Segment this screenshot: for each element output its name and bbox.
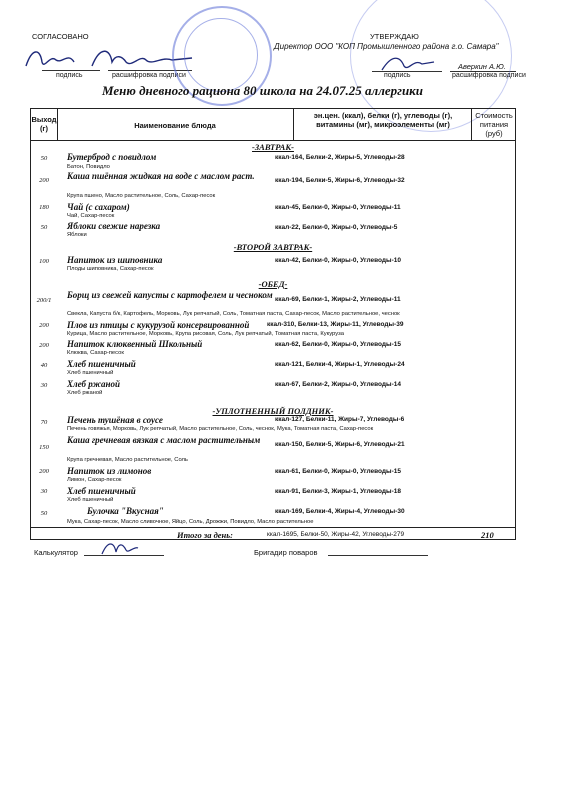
item-weight: 180 (39, 204, 49, 211)
calculator-label: Калькулятор (34, 548, 78, 557)
item-ingredients: Лимон, Сахар-песок (67, 477, 122, 483)
item-ingredients: Хлеб пшеничный (67, 497, 114, 503)
item-nutrition: ккал-169, Белки-4, Жиры-4, Углеводы-30 (275, 508, 405, 515)
item-ingredients: Хлеб ржаной (67, 390, 103, 396)
item-name: Чай (с сахаром) (67, 202, 130, 212)
signature-calculator (100, 538, 140, 558)
item-ingredients: Чай, Сахар-песок (67, 213, 115, 219)
item-ingredients: Плоды шиповника, Сахар-песок (67, 266, 154, 272)
item-ingredients: Печень говяжья, Морковь, Лук репчатый, Масло растительное, Соль, чеснок, Мука, Томатная паста, Сахар-песок (67, 426, 374, 432)
item-weight: 40 (40, 362, 48, 369)
item-weight: 200 (39, 322, 49, 329)
item-name: Напиток клюквенный Школьный (67, 339, 203, 349)
total-nutrition: ккал-1695, Белки-50, Жиры-42, Углеводы-279 (267, 531, 405, 538)
section-lunch: -ОБЕД- (258, 279, 288, 289)
col-weight-header: Выход (г) (31, 115, 57, 133)
approved-label: СОГЛАСОВАНО (32, 32, 89, 41)
item-weight: 50 (40, 155, 48, 162)
item-weight: 100 (39, 258, 49, 265)
item-nutrition: ккал-42, Белки-0, Жиры-0, Углеводы-10 (275, 257, 401, 264)
item-name: Напиток из шиповника (67, 255, 163, 265)
item-ingredients: Мука, Сахар-песок, Масло сливочное, Яйцо, Соль, Дрожжи, Повидло, Масло растительное (67, 519, 314, 525)
item-name: Хлеб ржаной (67, 379, 120, 389)
item-name: Хлеб пшеничный (67, 486, 136, 496)
item-weight: 200 (39, 342, 49, 349)
item-weight: 30 (40, 382, 48, 389)
item-name: Напиток из лимонов (67, 466, 152, 476)
item-ingredients: Крупа пшено, Масло растительное, Соль, Сахар-песок (67, 193, 216, 199)
item-weight: 50 (40, 510, 48, 517)
round-stamp-left-inner (184, 18, 258, 92)
item-ingredients: Курица, Масло растительное, Морковь, Крупа рисовая, Соль, Лук репчатый, Томатная паста, Кукуруза (67, 331, 344, 337)
item-nutrition: ккал-194, Белки-5, Жиры-6, Углеводы-32 (275, 177, 405, 184)
section-breakfast: -ЗАВТРАК- (252, 142, 294, 152)
col-name-header: Наименование блюда (134, 121, 216, 130)
item-weight: 200/1 (36, 297, 52, 304)
item-name: Каша пшённая жидкая на воде с маслом раст. (67, 171, 255, 181)
item-name: Яблоки свежие нарезка (67, 221, 161, 231)
item-name: Бутерброд с повидлом (67, 152, 157, 162)
item-ingredients: Батон, Повидло (67, 164, 110, 170)
item-weight: 50 (40, 224, 48, 231)
director-title: Директор ООО "КОП Промышленного района г.о. Самара" (274, 42, 499, 51)
item-ingredients: Клюква, Сахар-песок (67, 350, 124, 356)
total-cost: 210 (481, 530, 494, 540)
item-name: Хлеб пшеничный (67, 359, 136, 369)
section-second-breakfast: -ВТОРОЙ ЗАВТРАК- (233, 242, 313, 252)
item-nutrition: ккал-22, Белки-0, Жиры-0, Углеводы-5 (275, 224, 398, 231)
item-weight: 200 (39, 468, 49, 475)
item-nutrition: ккал-310, Белки-13, Жиры-11, Углеводы-39 (267, 321, 404, 328)
item-weight: 30 (40, 488, 48, 495)
item-weight: 70 (40, 419, 48, 426)
page-title: Меню дневного рациона 80 школа на 24.07.25 аллергики (102, 83, 423, 98)
item-weight: 150 (39, 444, 49, 451)
col-nutrition-header: эн.цен. (ккал), белки (г), углеводы (г), витамины (мг), микроэлементы (мг) (313, 111, 453, 129)
left-sig-decode-caption: расшифровка подписи (112, 72, 186, 79)
director-name: Аверкин А.Ю. (458, 62, 506, 71)
item-nutrition: ккал-150, Белки-5, Жиры-6, Углеводы-21 (275, 441, 405, 448)
item-name: Каша гречневая вязкая с маслом растительным (67, 435, 261, 445)
menu-table (30, 108, 516, 540)
item-nutrition: ккал-67, Белки-2, Жиры-0, Углеводы-14 (275, 381, 401, 388)
col-cost-header: Стоимость питания (руб) (475, 111, 513, 138)
item-ingredients: Хлеб пшеничный (67, 370, 114, 376)
item-name: Печень тушёная в соусе (67, 415, 163, 425)
left-sig-caption: подпись (56, 72, 83, 79)
total-label: Итого за день: (177, 530, 233, 540)
confirm-label: УТВЕРЖДАЮ (370, 32, 419, 41)
item-nutrition: ккал-62, Белки-0, Жиры-0, Углеводы-15 (275, 341, 401, 348)
item-nutrition: ккал-127, Белки-11, Жиры-7, Углеводы-6 (275, 416, 405, 423)
right-sig-decode-caption: расшифровка подписи (452, 72, 526, 79)
item-ingredients: Крупа гречневая, Масло растительное, Соль (67, 457, 188, 463)
item-nutrition: ккал-91, Белки-3, Жиры-1, Углеводы-18 (275, 488, 401, 495)
item-name: Булочка "Вкусная" (87, 506, 164, 516)
item-nutrition: ккал-164, Белки-2, Жиры-5, Углеводы-28 (275, 154, 405, 161)
item-nutrition: ккал-121, Белки-4, Жиры-1, Углеводы-24 (275, 361, 405, 368)
section-snack: -УПЛОТНЕННЫЙ ПОЛДНИК- (212, 406, 334, 416)
item-ingredients: Яблоки (67, 232, 87, 238)
item-nutrition: ккал-69, Белки-1, Жиры-2, Углеводы-11 (275, 296, 401, 303)
item-name: Борщ из свежей капусты с картофелем и чесноком (67, 290, 273, 300)
item-name: Плов из птицы с кукурузой консервированной (67, 320, 250, 330)
right-sig-caption: подпись (384, 72, 411, 79)
chef-label: Бригадир поваров (254, 548, 318, 557)
item-nutrition: ккал-61, Белки-0, Жиры-0, Углеводы-15 (275, 468, 401, 475)
item-ingredients: Свекла, Капуста б/к, Картофель, Морковь, Лук репчатый, Соль, Томатная паста, Сахар-песок, Масло растительное, чеснок (67, 311, 400, 317)
item-nutrition: ккал-45, Белки-0, Жиры-0, Углеводы-11 (275, 204, 401, 211)
item-weight: 200 (39, 177, 49, 184)
